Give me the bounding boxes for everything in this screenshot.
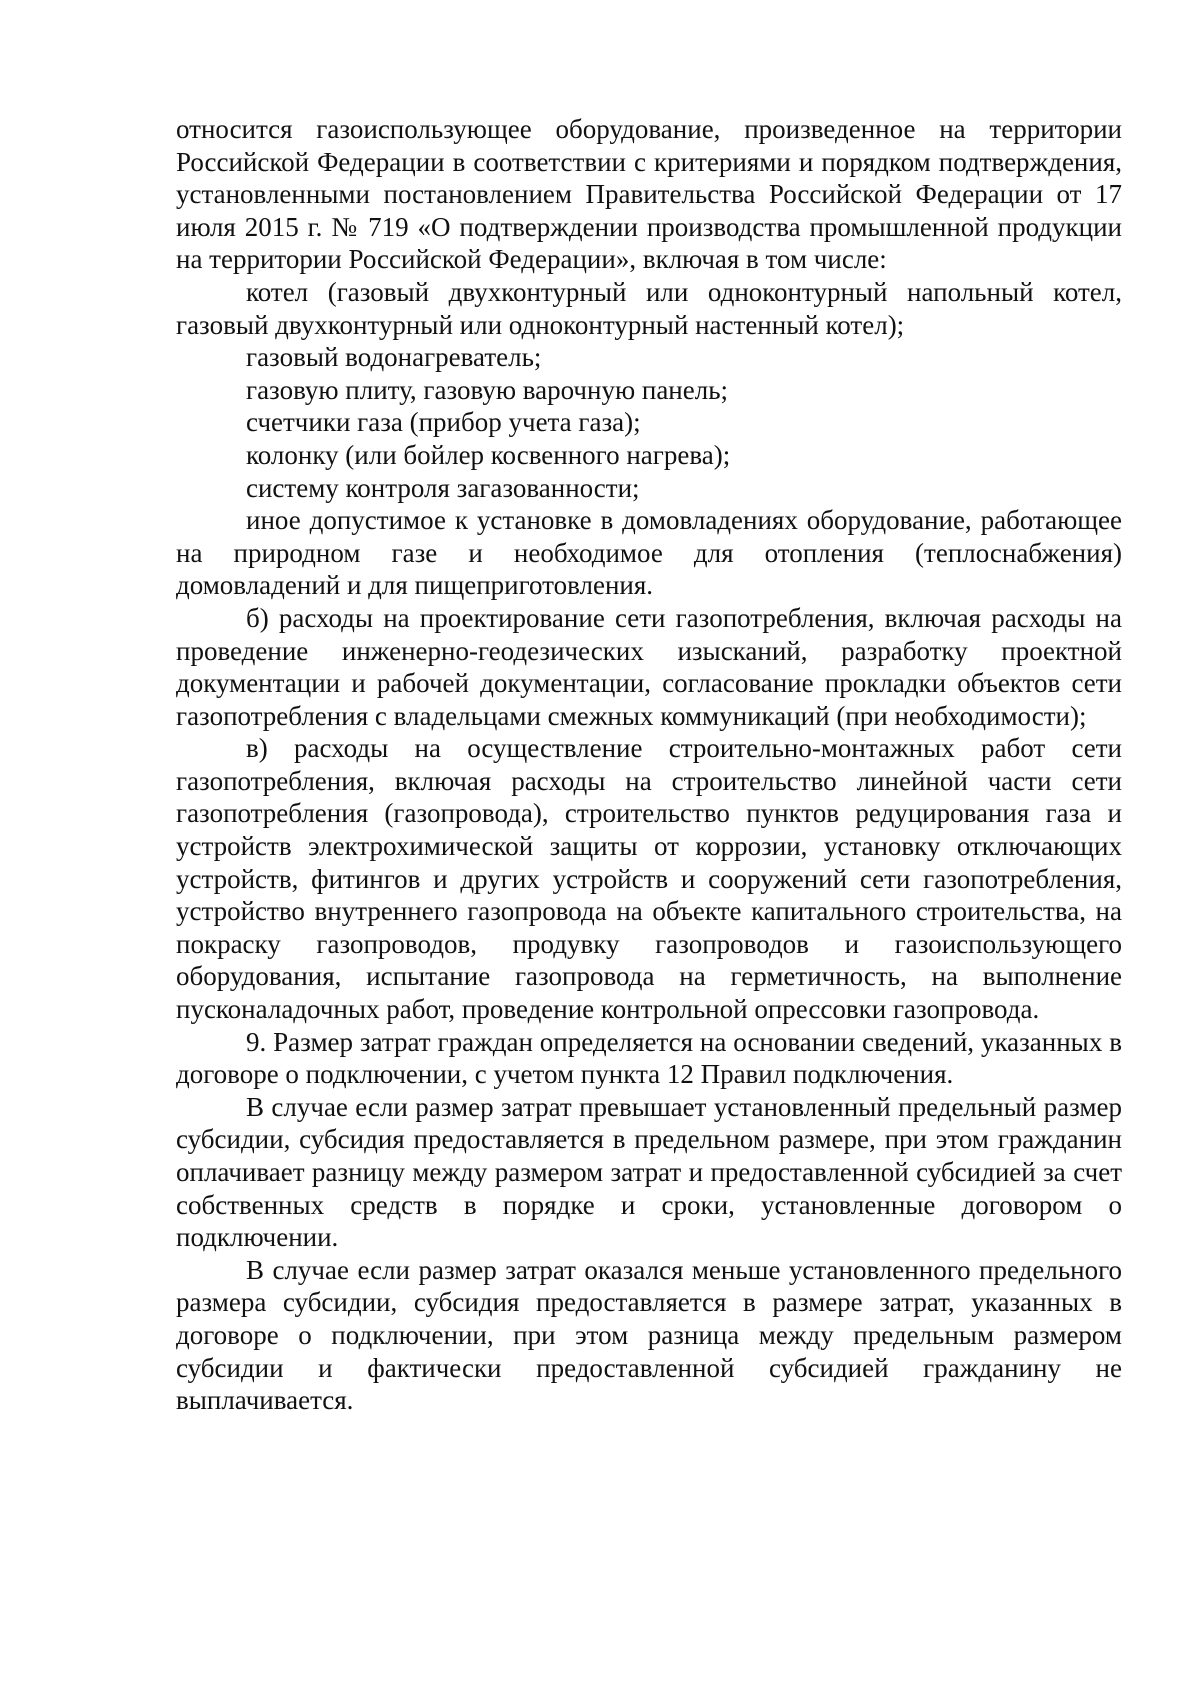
- paragraph-gas-meters: счетчики газа (прибор учета газа);: [246, 407, 641, 438]
- paragraph-water-heater: газовый водонагреватель;: [246, 342, 542, 373]
- paragraph-item-v: в) расходы на осуществление строительно-монтажных работ сети газопотребления, включая расходы на строительство линейной части сети газопотребления (газопровода), строительство пунктов редуцирования газа и устройств электрохимической защиты от коррозии, установку отключающих устройств, фитингов и других устройств и сооружений сети газопотребления, устройство внутреннего газопровода на объекте капитального строительства, на покраску газопроводов, продувку газопроводов и газоиспользующего оборудования, испытание газопровода на герметичность, на выполнение пусконаладочных работ, проведение контрольной опрессовки газопровода.: [176, 733, 1122, 1025]
- paragraph-cost-exceeds: В случае если размер затрат превышает установленный предельный размер субсидии, субсидия предоставляется в предельном размере, при этом гражданин оплачивает разницу между размером затрат и предоставленной субсидией за счет собственных средств в порядке и сроки, установленные договором о подключении.: [176, 1091, 1122, 1253]
- paragraph-boiler: котел (газовый двухконтурный или одноконтурный напольный котел, газовый двухконтурный или одноконтурный настенный котел);: [176, 276, 1122, 340]
- paragraph-column: колонку (или бойлер косвенного нагрева);: [246, 439, 731, 470]
- paragraph-item-9: 9. Размер затрат граждан определяется на основании сведений, указанных в договоре о подключении, с учетом пункта 12 Правил подключения.: [176, 1026, 1122, 1090]
- paragraph-equipment-intro: относится газоиспользующее оборудование, произведенное на территории Российской Федерации в соответствии с критериями и порядком подтверждения, установленными постановлением Правительства Российской Федерации от 17 июля 2015 г. № 719 «О подтверждении производства промышленной продукции на территории Российской Федерации», включая в том числе:: [176, 114, 1122, 275]
- paragraph-gas-stove: газовую плиту, газовую варочную панель;: [246, 374, 729, 405]
- paragraph-gas-control: систему контроля загазованности;: [246, 472, 640, 503]
- paragraph-cost-less: В случае если размер затрат оказался меньше установленного предельного размера субсидии, субсидия предоставляется в размере затрат, указанных в договоре о подключении, при этом разница между предельным размером субсидии и фактически предоставленной субсидией гражданину не выплачивается.: [176, 1254, 1122, 1416]
- document-body: [176, 113, 1122, 1417]
- paragraph-item-b: б) расходы на проектирование сети газопотребления, включая расходы на проведение инженерно-геодезических изысканий, разработку проектной документации и рабочей документации, согласование прокладки объектов сети газопотребления с владельцами смежных коммуникаций (при необходимости);: [176, 602, 1122, 731]
- paragraph-other-equipment: иное допустимое к установке в домовладениях оборудование, работающее на природном газе и необходимое для отопления (теплоснабжения) домовладений и для пищеприготовления.: [176, 505, 1122, 601]
